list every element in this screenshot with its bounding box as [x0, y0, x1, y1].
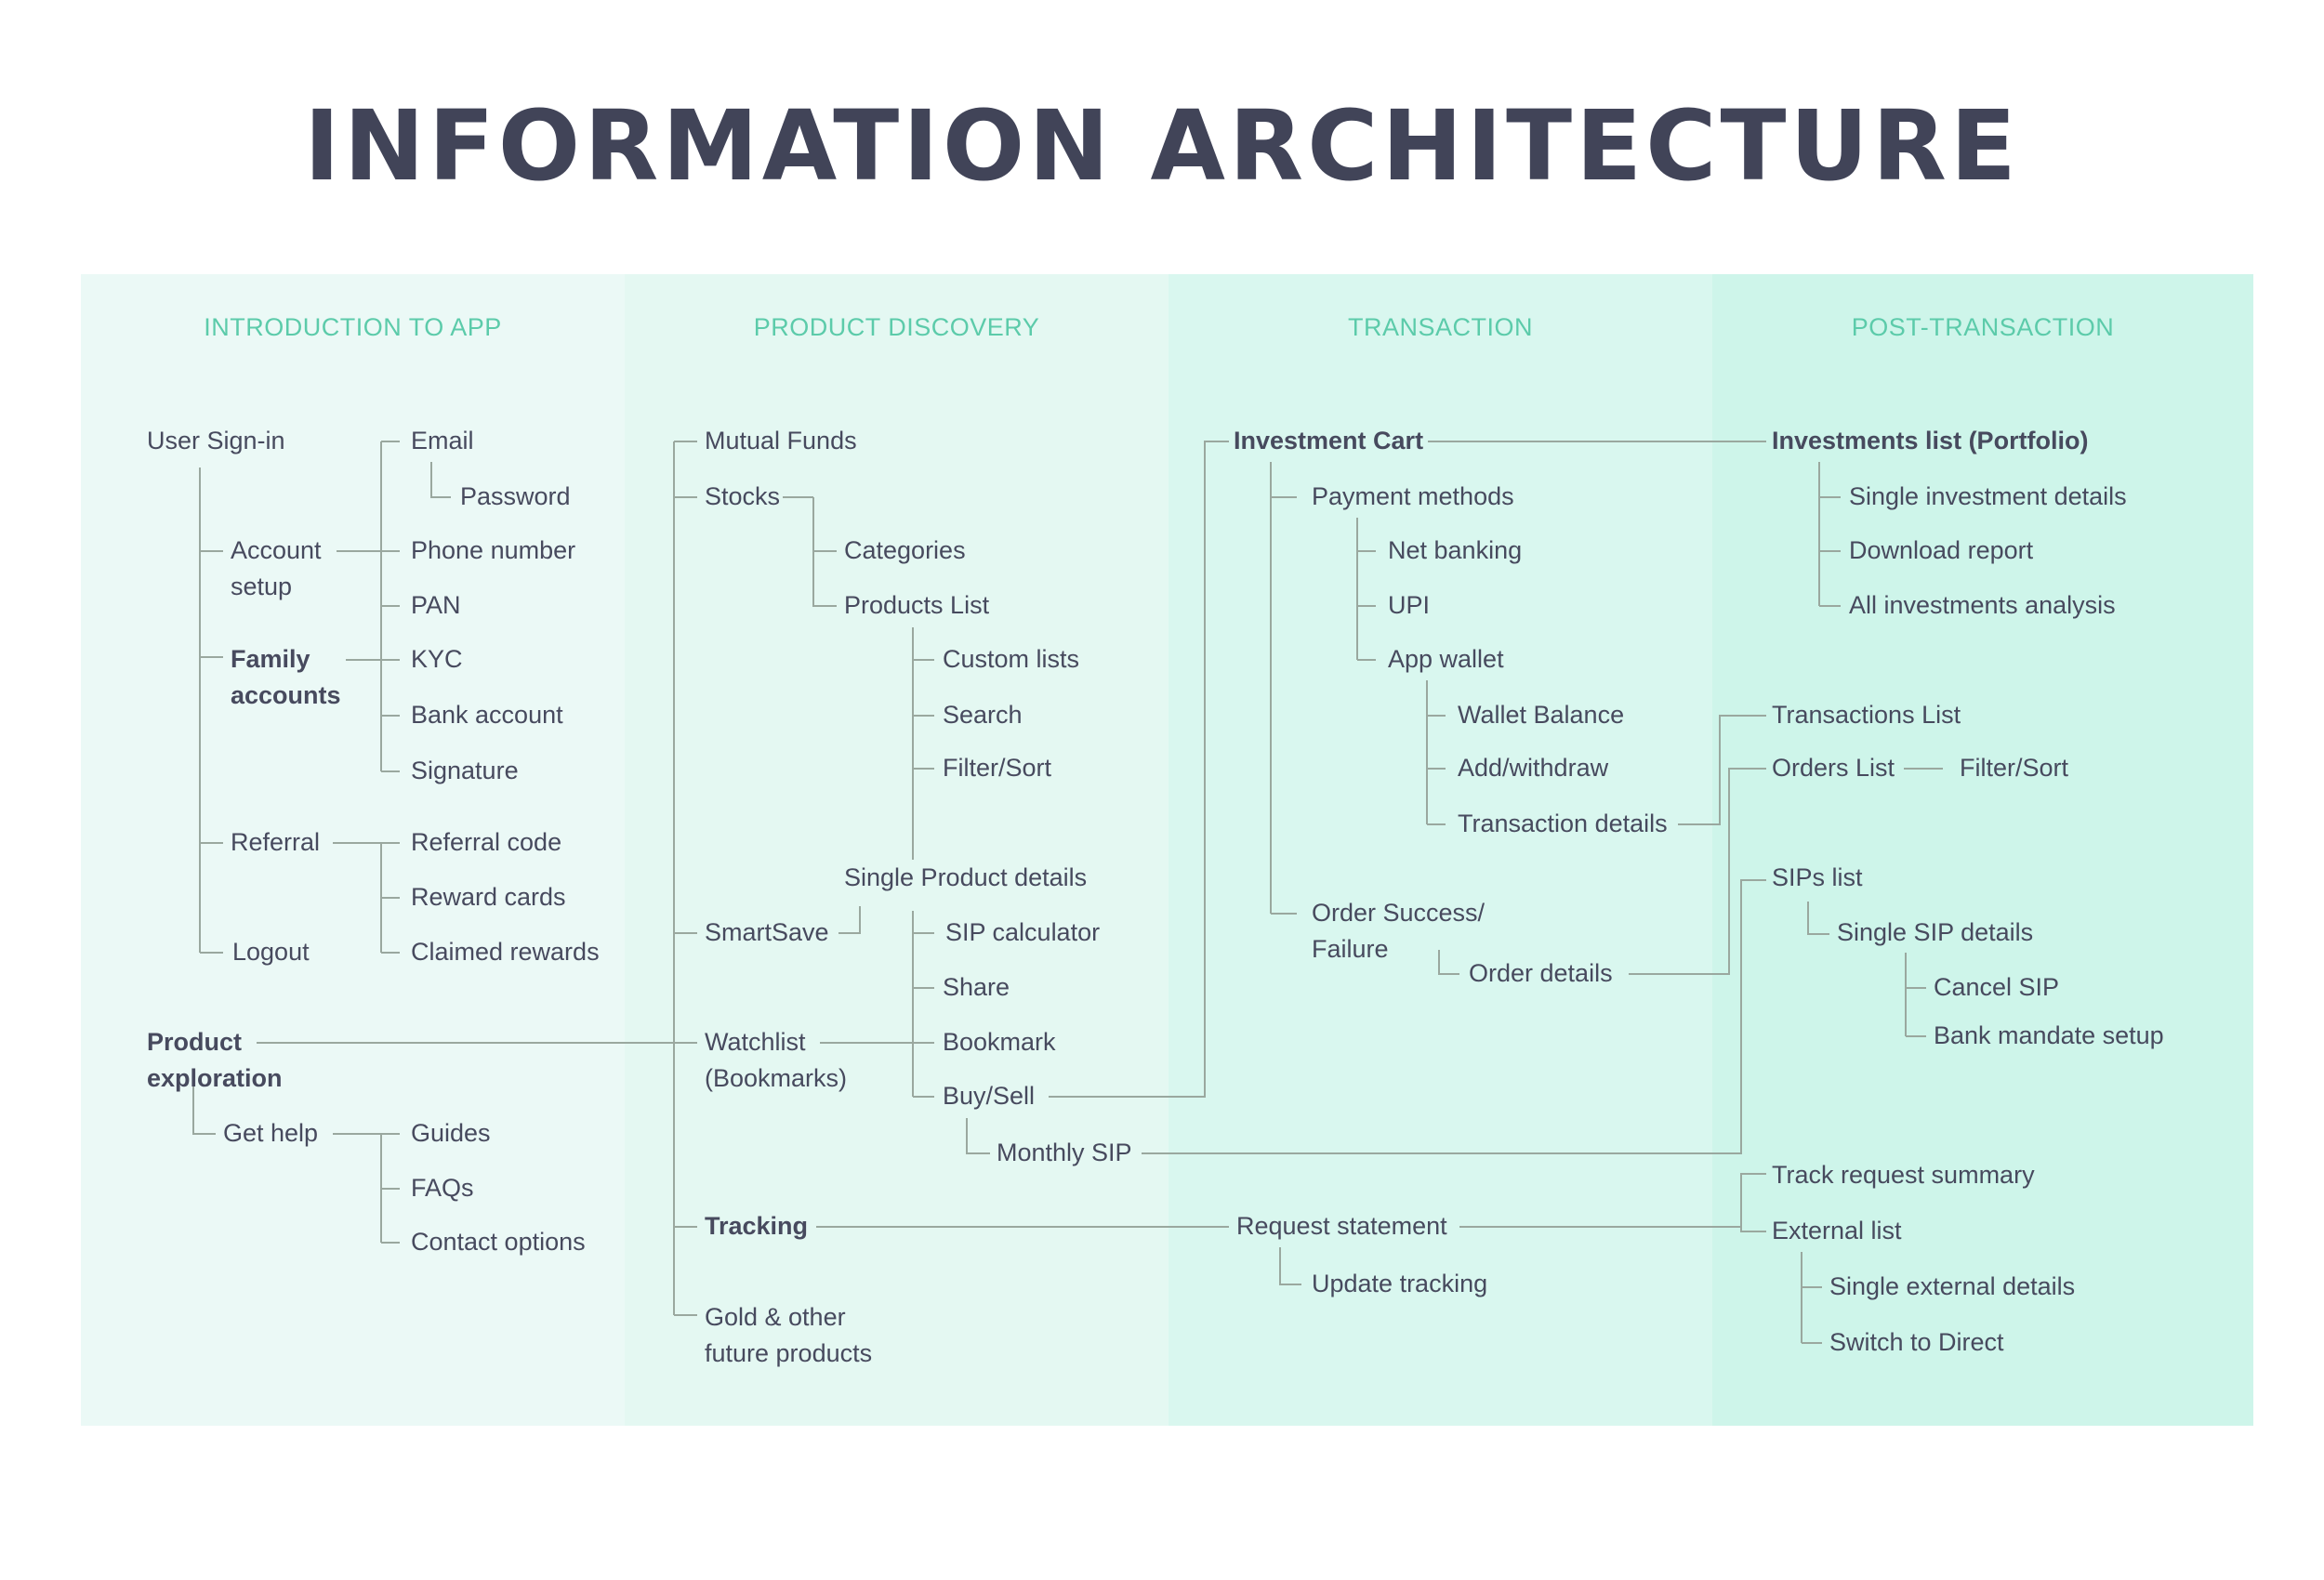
node-transaction-details: Transaction details	[1458, 810, 1668, 837]
node-order-success-failure: Failure	[1312, 935, 1389, 963]
page-title: INFORMATION ARCHITECTURE	[304, 89, 2020, 203]
node-referral: Referral	[231, 828, 321, 856]
node-app-wallet: App wallet	[1388, 645, 1504, 673]
node-logout: Logout	[232, 938, 310, 966]
node-smartsave: SmartSave	[705, 918, 829, 946]
node-claimed-rewards: Claimed rewards	[411, 938, 600, 966]
node-search: Search	[943, 701, 1023, 729]
node-upi: UPI	[1388, 591, 1431, 619]
node-account-setup: Account	[231, 536, 322, 564]
node-product-exploration: Product	[147, 1028, 243, 1056]
node-pan: PAN	[411, 591, 461, 619]
node-single-product-details: Single Product details	[844, 863, 1088, 891]
node-custom-lists: Custom lists	[943, 645, 1080, 673]
node-update-tracking: Update tracking	[1312, 1270, 1488, 1297]
node-categories: Categories	[844, 536, 966, 564]
node-signature: Signature	[411, 757, 519, 784]
node-referral-code: Referral code	[411, 828, 562, 856]
node-account-setup: setup	[231, 573, 293, 600]
node-family-accounts: Family	[231, 645, 310, 673]
node-buy-sell: Buy/Sell	[943, 1082, 1036, 1110]
node-switch-to-direct: Switch to Direct	[1829, 1328, 2004, 1356]
column-heading: POST-TRANSACTION	[1851, 313, 2115, 341]
node-request-statement: Request statement	[1236, 1212, 1447, 1240]
node-cancel-sip: Cancel SIP	[1934, 973, 2060, 1001]
node-bookmark: Bookmark	[943, 1028, 1056, 1056]
node-mutual-funds: Mutual Funds	[705, 427, 857, 454]
column-heading: INTRODUCTION TO APP	[204, 313, 502, 341]
node-track-request-summary: Track request summary	[1772, 1161, 2035, 1189]
node-faqs: FAQs	[411, 1174, 474, 1202]
column-heading: TRANSACTION	[1347, 313, 1533, 341]
node-contact-options: Contact options	[411, 1228, 586, 1256]
node-get-help: Get help	[223, 1119, 319, 1147]
node-single-investment-details: Single investment details	[1849, 482, 2127, 510]
node-order-success-failure: Order Success/	[1312, 899, 1486, 927]
node-user-signin: User Sign-in	[147, 427, 285, 454]
node-download-report: Download report	[1849, 536, 2034, 564]
node-product-exploration: exploration	[147, 1064, 283, 1092]
node-external-list: External list	[1772, 1217, 1902, 1244]
node-phone-number: Phone number	[411, 536, 576, 564]
node-filter-sort: Filter/Sort	[943, 754, 1052, 782]
node-sip-calculator: SIP calculator	[945, 918, 1101, 946]
node-wallet-balance: Wallet Balance	[1458, 701, 1625, 729]
node-single-external-details: Single external details	[1829, 1272, 2076, 1300]
node-net-banking: Net banking	[1388, 536, 1523, 564]
node-all-investments-analysis: All investments analysis	[1849, 591, 2116, 619]
node-orders-list: Orders List	[1772, 754, 1895, 782]
node-email: Email	[411, 427, 474, 454]
node-reward-cards: Reward cards	[411, 883, 566, 911]
node-bank-account: Bank account	[411, 701, 563, 729]
node-add-withdraw: Add/withdraw	[1458, 754, 1609, 782]
node-single-sip-details: Single SIP details	[1837, 918, 2034, 946]
node-payment-methods: Payment methods	[1312, 482, 1514, 510]
node-stocks: Stocks	[705, 482, 781, 510]
node-guides: Guides	[411, 1119, 491, 1147]
node-watchlist: Watchlist	[705, 1028, 806, 1056]
node-products-list: Products List	[844, 591, 990, 619]
node-sips-list: SIPs list	[1772, 863, 1863, 891]
node-order-details: Order details	[1469, 959, 1613, 987]
node-gold-future-products: future products	[705, 1339, 873, 1367]
node-investments-list: Investments list (Portfolio)	[1772, 427, 2089, 454]
node-share: Share	[943, 973, 1010, 1001]
column-heading: PRODUCT DISCOVERY	[753, 313, 1040, 341]
node-tracking: Tracking	[705, 1212, 809, 1240]
node-password: Password	[460, 482, 571, 510]
node-transactions-list: Transactions List	[1772, 701, 1961, 729]
node-kyc: KYC	[411, 645, 463, 673]
node-family-accounts: accounts	[231, 681, 341, 709]
node-gold-future-products: Gold & other	[705, 1303, 846, 1331]
node-orders-filter-sort: Filter/Sort	[1960, 754, 2069, 782]
node-bank-mandate-setup: Bank mandate setup	[1934, 1021, 2164, 1049]
node-watchlist: (Bookmarks)	[705, 1064, 848, 1092]
node-monthly-sip: Monthly SIP	[997, 1139, 1132, 1166]
node-investment-cart: Investment Cart	[1234, 427, 1424, 454]
